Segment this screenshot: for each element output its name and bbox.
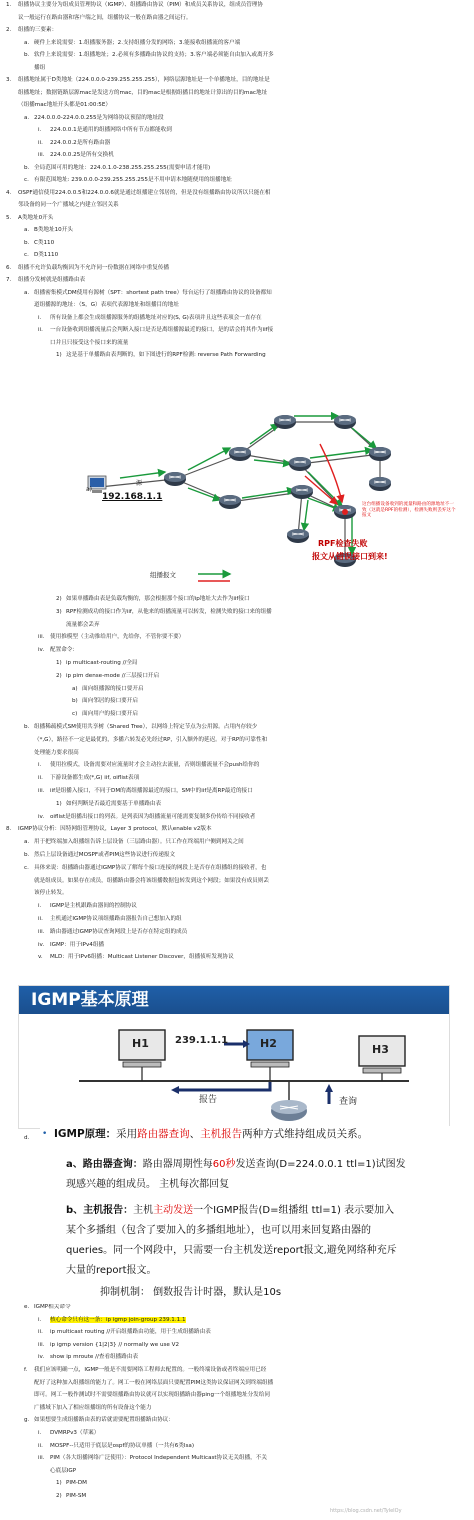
- text-line-content: （*,G），路径不一定是最优的，多播六转发必先经过RP，引入额外的延迟。对于RP的可靠性和: [34, 736, 268, 743]
- list-marker: 5.: [6, 214, 12, 221]
- text-line-content: PIM-SM: [66, 1493, 87, 1499]
- text-line: [66, 673, 159, 680]
- igmp-principle-slide: [40, 1126, 450, 1304]
- list-marker: ii.: [38, 327, 43, 333]
- text-line: [50, 775, 139, 782]
- text-line-content: B类地址10开头: [34, 227, 73, 233]
- slide-title: IGMP基本原理: [31, 990, 149, 1010]
- list-marker: iv.: [38, 813, 45, 820]
- list-marker: b.: [24, 852, 30, 858]
- text-line-content: 配置命令：: [50, 647, 78, 654]
- text-line-content: 使用推模型（主动推给用户，先给你，不管你要不要）: [50, 634, 185, 641]
- text-line: [34, 40, 240, 47]
- rpf-red-note: 这台组播设备收到的流量和路由的源地址不一致（这就是RPF的检测），检测失败则丢弃这个报文: [362, 502, 456, 519]
- text-line: [34, 65, 45, 72]
- list-marker: iv.: [38, 647, 45, 654]
- text-line-content: 组播不允许负载均衡因为不允许同一份数据在网络中重复传播: [18, 264, 170, 271]
- text-line: [50, 1468, 76, 1475]
- source-ip: 192.168.1.1: [102, 492, 163, 502]
- list-marker: 1): [56, 660, 62, 666]
- text-line: [50, 315, 262, 322]
- text-line-content: 组播分发树就是组播路由表: [18, 277, 86, 283]
- text-line: [34, 878, 269, 885]
- text-line: [50, 1455, 267, 1462]
- text-line: [50, 127, 172, 134]
- list-marker: 1): [56, 1480, 62, 1487]
- text-line-content: 播组: [34, 64, 46, 71]
- text-line: [34, 302, 179, 309]
- text-line-content: iif是组播入接口，不同于DM的离组播源最近的接口，SM中的iif是离RP最近的接口: [50, 788, 253, 794]
- host-report-line2: 某个多播组（包含了要加入的多播组地址），也可以用来回复路由器的: [66, 1225, 371, 1236]
- text-line-content: 配好了这种加入组播组的能力了。网工一般在网络层面只要配置PIM这类协议保证网关到终端组播: [34, 1379, 274, 1386]
- text-line: [50, 1354, 138, 1361]
- list-marker: iv.: [38, 941, 45, 948]
- list-marker: iii.: [38, 634, 45, 641]
- host-report-active: 主动发送: [153, 1205, 194, 1216]
- rpf-fail-marker: [342, 509, 348, 515]
- text-line-content: IGMP协议分析：因特网组管理协议，Layer 3 protocol，默认enable v2版本: [18, 826, 212, 833]
- text-line-content: RPF检测成功的接口作为iif，从他来的组播流量可以转发，检测失败的接口来的组播: [66, 608, 272, 615]
- list-marker: 8.: [6, 826, 12, 833]
- rpf-fail-line2: 报文从错误接口到来!: [312, 552, 388, 561]
- principle-lead-a: 采用: [116, 1128, 138, 1140]
- text-line: [18, 77, 270, 84]
- list-marker: i.: [38, 127, 42, 133]
- list-marker: 1.: [6, 2, 12, 8]
- text-line-content: 该停止转发。: [34, 890, 68, 897]
- text-line-content: OSPF通信使用224.0.0.5和224.0.0.6就是通过组播建立邻居的，但是没有组播路由协议所以只能在相: [18, 189, 271, 196]
- text-line: [34, 252, 58, 259]
- router-query-interval: 60秒: [212, 1159, 236, 1170]
- principle-heading: IGMP原理：: [54, 1128, 117, 1140]
- list-marker: i.: [38, 903, 42, 910]
- text-line-content: 这是基于单播路由表判断的，如下图进行的RPF检测: reverse Path Forwarding: [66, 352, 266, 358]
- text-line-content: ip multicast-routing //全局: [66, 660, 138, 666]
- text-line: [66, 352, 266, 359]
- host-report-text1: 主机: [133, 1205, 154, 1216]
- text-line: [50, 647, 78, 654]
- list-marker: i.: [38, 314, 42, 321]
- list-marker: 7.: [6, 277, 12, 283]
- text-line-content: 然后上层设备通过MOSPF或者PIM这些协议进行传递报文: [34, 852, 176, 858]
- text-line-content: 有限范围地址: 239.0.0.0-239.255.255.255是不用申请本地随便用的组播地址: [34, 177, 232, 183]
- principle-red-host-report: 主机报告: [200, 1128, 243, 1140]
- text-line-content: oiflist是组播出接口的列表。是列表因为组播流量可能需要复制多份传给不同接收者: [50, 813, 256, 820]
- list-marker: 2): [56, 1493, 62, 1499]
- text-line-content: 具体来说：组播路由器通过IGMP协议了解每个接口连接的网段上是否存在组播组的接收者，也: [34, 864, 267, 871]
- text-line: [34, 839, 244, 846]
- text-line-content: 如果单播路由表是负载均衡的，那会根据那个接口的ip地址大去作为iif接口: [66, 596, 250, 602]
- text-line: [34, 240, 54, 247]
- text-line-content: D类1110: [34, 252, 59, 258]
- text-line-content: 如果想要生成组播路由表的话就需要配置组播路由协议：: [34, 1417, 174, 1424]
- bullet-dot: •: [42, 1129, 48, 1139]
- text-line-content: show ip mroute //查看组播路由表: [50, 1354, 139, 1361]
- list-marker: i.: [38, 1316, 42, 1323]
- text-line: [18, 2, 263, 9]
- query-label: 查询: [339, 1097, 358, 1107]
- figure-label-a: a): [86, 486, 93, 493]
- host-h3-label: H3: [372, 1043, 389, 1056]
- text-line-content: 流量都会丢弃: [66, 621, 100, 628]
- group-address: 239.1.1.1: [175, 1035, 229, 1046]
- text-line: [50, 762, 259, 769]
- text-line-content: A类地址0开头: [18, 214, 54, 221]
- list-marker: ii.: [38, 1442, 43, 1449]
- rpf-diagram: [80, 384, 460, 592]
- list-marker: 1): [56, 800, 62, 807]
- list-marker: i.: [38, 1430, 42, 1436]
- list-marker: iii.: [38, 928, 45, 935]
- list-marker: 1): [56, 352, 62, 358]
- text-line: [34, 227, 73, 234]
- legend-label: 组播报文: [150, 571, 176, 579]
- text-line-content: ip pim dense-mode //三层接口开启: [66, 672, 160, 679]
- text-line: [34, 177, 232, 184]
- text-line: [18, 102, 111, 109]
- text-line-content: 面向邻居的接口要开启: [82, 698, 138, 705]
- text-line: [34, 890, 68, 897]
- text-line-content: 议一般运行在路由器和客户端之间，组播协议一般在路由器之间运行。: [18, 14, 192, 21]
- text-line: [66, 596, 250, 603]
- text-line: [50, 903, 137, 910]
- list-marker: c): [72, 711, 78, 718]
- source-label: 源: [136, 480, 143, 487]
- text-line: [34, 737, 267, 744]
- router-query-line2: 现感兴趣的组成员。 主机每次都回复: [66, 1179, 230, 1190]
- text-line: [66, 1493, 86, 1500]
- watermark: https://blog.csdn.net/TyleIOy: [330, 1508, 402, 1514]
- rpf-fail-line1: RPF检查失败: [318, 539, 368, 548]
- text-line: [82, 686, 144, 693]
- text-line-content: 组播地址属于D类地址（224.0.0.0-239.255.255.255），网络层源地址是一个单播地址，目的地址是: [18, 77, 270, 83]
- text-line: [18, 202, 119, 209]
- list-marker: c.: [24, 177, 29, 183]
- list-marker: 6.: [6, 264, 12, 271]
- text-line: [18, 215, 53, 222]
- text-line: [18, 190, 271, 197]
- text-line-content: 224.0.0.0-224.0.0.255是为网络协议预留的地址段: [34, 114, 164, 121]
- text-line: [34, 1380, 273, 1387]
- list-marker: c.: [24, 864, 29, 871]
- text-line-content: 用于把终端加入组播组告诉上层设备（三层路由器）。只工作在终端用户侧到网关之间: [34, 839, 244, 846]
- list-marker: ii.: [38, 916, 43, 922]
- list-marker: a.: [24, 289, 30, 296]
- text-line-content: 口并且只接受这个接口来的流量: [50, 339, 129, 346]
- igmp-slide: [18, 985, 450, 1129]
- host-h1-label: H1: [132, 1037, 149, 1050]
- list-marker: b.: [24, 724, 30, 730]
- text-line: [50, 942, 104, 949]
- text-line-content: 即可。网工一般作测试时不需要组播路由协议就可以实现组播路由器ping一个组播地址分发给同: [34, 1392, 270, 1399]
- text-line-content: 心底层IGP: [50, 1467, 77, 1474]
- text-line-content: 面向组播源的接口要开启: [82, 685, 144, 692]
- text-line-content: 广播域下加入了相应组播组的所有设备这个能力: [34, 1404, 152, 1411]
- text-line: [50, 634, 184, 641]
- host-report-line1: [66, 1204, 394, 1218]
- router-query-label: a、路由器查询：: [66, 1159, 143, 1170]
- text-line: [34, 724, 257, 731]
- text-line: [50, 152, 114, 159]
- text-line-content: 主机通过IGMP协议项组播路由器报告自己想加入的组: [50, 916, 182, 922]
- router-icon: [271, 1100, 307, 1121]
- host-report-label: b、主机报告：: [66, 1205, 134, 1216]
- text-line: [66, 609, 272, 616]
- list-marker: iii.: [38, 1341, 45, 1348]
- text-line: [34, 165, 210, 172]
- text-line: [34, 1367, 266, 1374]
- text-line-content: 核心命令只有这一条：ip igmp join-group 239.1.1.1: [50, 1316, 186, 1323]
- list-marker: b.: [24, 52, 30, 58]
- list-marker: a): [72, 685, 78, 692]
- text-line: [34, 852, 175, 859]
- list-marker: a.: [24, 39, 30, 46]
- list-marker: a.: [24, 227, 30, 233]
- list-marker: ii.: [38, 1329, 43, 1336]
- text-line: [34, 750, 79, 757]
- text-line-content: 所有设备上都会生成组播源服务的组播地址对应的(S, G)表项并且这些表项会一直存在: [50, 314, 262, 321]
- text-line: [66, 1480, 87, 1487]
- text-line: [34, 1304, 71, 1311]
- text-line-content: 组播协议主要分为组成员管理协议（IGMP）、组播路由协议（PIM）和成员关系协议，组成员管理协: [18, 2, 263, 8]
- list-marker: 3): [56, 608, 62, 615]
- text-line-content: 面向用户的接口要开启: [82, 711, 138, 718]
- rpf-network-svg: [80, 384, 460, 592]
- host-report-line3: queries。同一个网段中，只需要一台主机发送report报文,避免网络种充斥: [66, 1245, 397, 1256]
- text-line: [18, 27, 57, 34]
- list-marker: c.: [24, 252, 29, 258]
- host-report-text2: 一个IGMP报告(D=组播组 ttl=1) 表示要加入: [193, 1205, 395, 1216]
- text-line-content: 全局范围可用的地址：224.0.1.0-238.255.255.255(需要申请才能用): [34, 164, 211, 171]
- text-line: [34, 1405, 151, 1412]
- igmp-topology-svg: [19, 986, 449, 1128]
- list-marker: b.: [24, 164, 30, 171]
- text-line-content: PIM（各大组播网络广泛使用）：Protocol Independent Multicast协议无关组播，不关: [50, 1455, 267, 1462]
- text-line-content: MLD：用于IPv6组播：Multicast Listener Discover，组播侦听发现协议: [50, 954, 234, 961]
- text-line-content: 224.0.0.1是通用的组播网络中所有节点都能收到: [50, 127, 172, 133]
- text-line: [18, 15, 191, 22]
- text-line: [66, 660, 138, 667]
- text-line: [34, 865, 266, 872]
- text-line: [34, 290, 272, 297]
- text-line-content: DVMRPv3（草案）: [50, 1430, 100, 1436]
- text-line-content: ip multicast routing //开启组播路由功能，用于生成组播路由表: [50, 1329, 211, 1336]
- text-line: [50, 1342, 179, 1349]
- text-line-content: 一台设备收到组播流量后会判断入接口是否是离组播源最近的接口，是的话会将其作为iif接: [50, 327, 274, 333]
- list-marker: 3.: [6, 77, 12, 83]
- text-line-content: 组播稀疏模式SM使用共享树（Shared Tree），以网络上特定节点为公用源。占用内存较少: [34, 724, 258, 730]
- list-marker: 2.: [6, 27, 12, 33]
- text-line: [50, 340, 128, 347]
- list-marker: iv.: [38, 1354, 45, 1361]
- text-line-content: 邻设备的同一个广播域之内建立邻居关系: [18, 202, 119, 208]
- text-line: [18, 90, 267, 97]
- text-line: [50, 1443, 194, 1450]
- text-line: [50, 140, 110, 147]
- principle-lead-b: 两种方式维持组成员关系。: [242, 1128, 369, 1140]
- list-marker: ii.: [38, 139, 43, 146]
- list-marker: iii.: [38, 1455, 45, 1462]
- router-query-text1: 路由器周期性每: [142, 1159, 213, 1170]
- text-line: [50, 929, 187, 936]
- text-line: [66, 622, 100, 629]
- text-line: [50, 788, 253, 795]
- text-line-content: 224.0.0.2是所有路由器: [50, 139, 111, 146]
- item-d-number: d.: [24, 1135, 30, 1141]
- text-line-content: 软件上来说需要：1.组播地址；2.必须有多播路由协议的支持；3.客户端必须能自由加入或离开多: [34, 52, 274, 58]
- text-line-content: 组播的三要素：: [18, 27, 58, 33]
- text-line: [50, 954, 234, 961]
- host-report-line4: 大量的report报文。: [66, 1265, 157, 1276]
- text-line: [66, 801, 161, 808]
- text-line-content: 我们应该明确一点，IGMP一般是不需要网络工程师去配置的。一般终端设备或者终端应用已经: [34, 1367, 267, 1373]
- text-line-content: PIM-DM: [66, 1480, 88, 1487]
- text-line: [50, 1430, 99, 1437]
- text-line-content: 组播密集模式DM使用有源树（SPT：shortest path tree）每台运行了组播路由协议的设备都知: [34, 289, 272, 296]
- principle-heading-line: [54, 1127, 368, 1141]
- text-line-content: IGMP相关命令: [34, 1304, 71, 1310]
- principle-red-router-query: 路由器查询: [137, 1128, 190, 1140]
- list-marker: f.: [24, 1367, 28, 1373]
- text-line: [34, 1392, 270, 1399]
- text-line: [50, 327, 273, 334]
- list-marker: v.: [38, 954, 43, 961]
- text-line: [34, 52, 274, 59]
- host-h2-label: H2: [260, 1037, 277, 1050]
- text-line-content: 路由器通过IGMP协议查询网段上是否存在特定组的成员: [50, 928, 188, 935]
- text-line: [82, 698, 138, 705]
- text-line-content: （组播mac地址开头都是01:00:5E）: [18, 102, 111, 108]
- text-line: [18, 826, 212, 833]
- text-line: [34, 115, 164, 122]
- list-marker: 2): [56, 672, 62, 679]
- list-marker: a.: [24, 114, 30, 121]
- text-line: [34, 1417, 174, 1424]
- list-marker: b): [72, 698, 78, 705]
- list-marker: g.: [24, 1417, 30, 1424]
- text-line-content: 道组播源的地址：（S，G）表项代表源地址和组播目的地址: [34, 302, 179, 308]
- text-line-content: 224.0.0.25是所有交换机: [50, 152, 114, 158]
- principle-sep: 、: [189, 1128, 201, 1140]
- report-arrow: [179, 1082, 270, 1090]
- list-marker: iii.: [38, 152, 45, 158]
- report-label: 报告: [199, 1095, 218, 1105]
- list-marker: i.: [38, 762, 42, 769]
- text-line: [50, 1317, 186, 1324]
- router-query-line1: [66, 1158, 406, 1172]
- text-line: [50, 814, 255, 821]
- list-marker: 4.: [6, 189, 12, 196]
- text-line-content: MOSPF--只适用于底层是ospf的协议单播（一共有6类lsa): [50, 1442, 194, 1449]
- text-line-content: 如何判断是否最近需要基于单播路由表: [66, 800, 162, 807]
- list-marker: b.: [24, 239, 30, 246]
- text-line-content: 组播地址；数据链路层源mac是发送方的mac，目的mac是根据组播目的地址计算出的目的mac地址: [18, 89, 268, 96]
- router-query-text2: 发送查询(D=224.0.0.1 ttl=1)试图发: [235, 1159, 406, 1170]
- text-line: [50, 1329, 211, 1336]
- suppression-timer: 抑制机制： 倒数报告计时器，默认是10s: [100, 1287, 282, 1298]
- text-line: [18, 277, 85, 284]
- text-line-content: 就是组成员。如果存在成员，组播路由器会将该组播数据包转发到这个网段；如果没有成员则丢: [34, 877, 269, 884]
- text-line-content: 使用拉模式，设备需要对应流量时才会主动拉去流量，否则组播流量不会push给你的: [50, 762, 260, 769]
- text-line: [50, 916, 182, 923]
- list-marker: iii.: [38, 788, 45, 794]
- text-line-content: 硬件上来说需要：1.组播服务器；2.支持组播分发的网络；3.能接收组播流的客户端: [34, 39, 241, 46]
- text-line: [82, 711, 138, 718]
- text-line-content: C类110: [34, 239, 55, 246]
- text-line-content: 处理能力要求很高: [34, 749, 79, 756]
- text-line-content: IGMP：用于IPv4组播: [50, 941, 105, 948]
- text-line-content: ip igmp version {1|2|3} // normally we use V2: [50, 1341, 180, 1348]
- text-line: [18, 265, 169, 272]
- text-line-content: IGMP是主机跟路由器间的控制协议: [50, 903, 137, 910]
- text-line-content: 下游设备都生成(*,G) iif, oiflist表项: [50, 775, 140, 782]
- list-marker: ii.: [38, 775, 43, 782]
- list-marker: e.: [24, 1304, 30, 1310]
- list-marker: 2): [56, 596, 62, 602]
- list-marker: a.: [24, 839, 30, 846]
